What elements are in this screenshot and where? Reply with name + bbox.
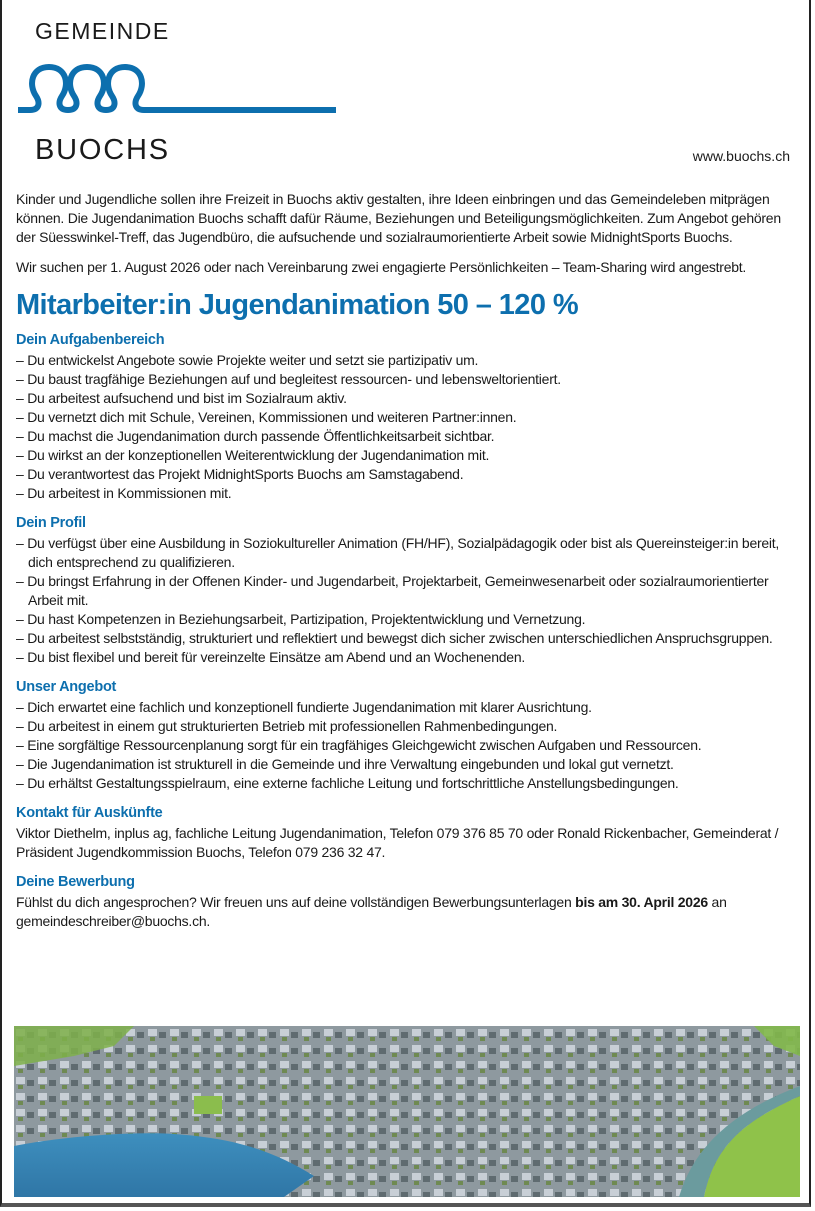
list-item: – Du arbeitest aufsuchend und bist im Sozialraum aktiv.: [16, 389, 796, 408]
section-heading-application: Deine Bewerbung: [16, 874, 135, 890]
application-text: [16, 893, 796, 931]
section-heading-tasks: Dein Aufgabenbereich: [16, 332, 165, 348]
contact-text: Viktor Diethelm, inplus ag, fachliche Leitung Jugendanimation, Telefon 079 376 85 70 oder Ronald Rickenbacher, Gemeinderat / Präsident Jugendkommission Buochs, Telefon 079 236 32 47.: [16, 825, 779, 860]
list-item: – Du bringst Erfahrung in der Offenen Kinder- und Jugendarbeit, Projektarbeit, Gemeinwesenarbeit oder sozialraumorientierter Arbeit mit.: [16, 572, 796, 610]
list-item: – Du entwickelst Angebote sowie Projekte weiter und setzt sie partizipativ um.: [16, 351, 796, 370]
list-item: – Du erhältst Gestaltungsspielraum, eine externe fachliche Leitung und fortschrittliche Anstellungsbedingungen.: [16, 774, 796, 793]
section-heading-contact: Kontakt für Auskünfte: [16, 805, 163, 821]
logo-text-buochs: BUOCHS: [35, 134, 170, 166]
list-item: – Du verfügst über eine Ausbildung in Soziokultureller Animation (FH/HF), Sozialpädagogik oder bist als Quereinsteiger:in bereit, dich entsprechend zu qualifizieren.: [16, 534, 796, 572]
aerial-village-image: [14, 1026, 800, 1197]
list-item: – Du bist flexibel und bereit für vereinzelte Einsätze am Abend und an Wochenenden.: [16, 648, 796, 667]
intro-paragraph: Kinder und Jugendliche sollen ihre Freizeit in Buochs aktiv gestalten, ihre Ideen einbringen und das Gemeindeleben mitprägen können. Die Jugendanimation Buochs schafft dafür Räume, Beziehungen und Beteiligungsmöglichkeiten. Zum Angebot gehören der Süesswinkel-Treff, das Jugendbüro, die aufsuchende und sozialraumorientierte Arbeit sowie MidnightSports Buochs.: [16, 191, 781, 245]
section-heading-offer: Unser Angebot: [16, 679, 117, 695]
job-ad-content: [16, 190, 796, 942]
intro-paragraph-search: Wir suchen per 1. August 2026 oder nach Vereinbarung zwei engagierte Persönlichkeiten – Team-Sharing wird angestrebt.: [16, 259, 747, 275]
list-item: – Du baust tragfähige Beziehungen auf und begleitest ressourcen- und lebensweltorientiert.: [16, 370, 796, 389]
tasks-list: [16, 351, 796, 503]
list-item: – Eine sorgfältige Ressourcenplanung sorgt für ein tragfähiges Gleichgewicht zwischen Aufgaben und Ressourcen.: [16, 736, 796, 755]
logo-text-gemeinde: GEMEINDE: [35, 18, 170, 44]
list-item: – Die Jugendanimation ist strukturell in die Gemeinde und ihre Verwaltung eingebunden und lokal gut vernetzt.: [16, 755, 796, 774]
list-item: – Du vernetzt dich mit Schule, Vereinen, Kommissionen und weiteren Partner:innen.: [16, 408, 796, 427]
list-item: – Du arbeitest in Kommissionen mit.: [16, 484, 796, 503]
website-link[interactable]: www.buochs.ch: [692, 148, 790, 164]
list-item: – Du arbeitest selbstständig, strukturiert und reflektiert und bewegst dich sicher zwischen unterschiedlichen Anspruchsgruppen.: [16, 629, 796, 648]
list-item: – Du wirkst an der konzeptionellen Weiterentwicklung der Jugendanimation mit.: [16, 446, 796, 465]
job-title: Mitarbeiter:in Jugendanimation 50 – 120 %: [16, 289, 578, 321]
wave-logo-icon: [16, 58, 341, 120]
profile-list: [16, 534, 796, 667]
list-item: – Du hast Kompetenzen in Beziehungsarbeit, Partizipation, Projektentwicklung und Vernetzung.: [16, 610, 796, 629]
list-item: – Du machst die Jugendanimation durch passende Öffentlichkeitsarbeit sichtbar.: [16, 427, 796, 446]
application-text-intro: Fühlst du dich angesprochen? Wir freuen uns auf deine vollständigen Bewerbungsunterlagen: [16, 894, 576, 910]
application-email[interactable]: an gemeindeschreiber@buochs.ch.: [16, 894, 727, 929]
list-item: – Dich erwartet eine fachlich und konzeptionell fundierte Jugendanimation mit klarer Ausrichtung.: [16, 698, 796, 717]
application-deadline: bis am 30. April 2026: [575, 894, 708, 910]
list-item: – Du arbeitest in einem gut strukturierten Betrieb mit professionellen Rahmenbedingungen.: [16, 717, 796, 736]
offer-list: [16, 698, 796, 793]
section-heading-profile: Dein Profil: [16, 515, 86, 531]
aerial-photo: [14, 1026, 800, 1197]
list-item: – Du verantwortest das Projekt MidnightSports Buochs am Samstagabend.: [16, 465, 796, 484]
